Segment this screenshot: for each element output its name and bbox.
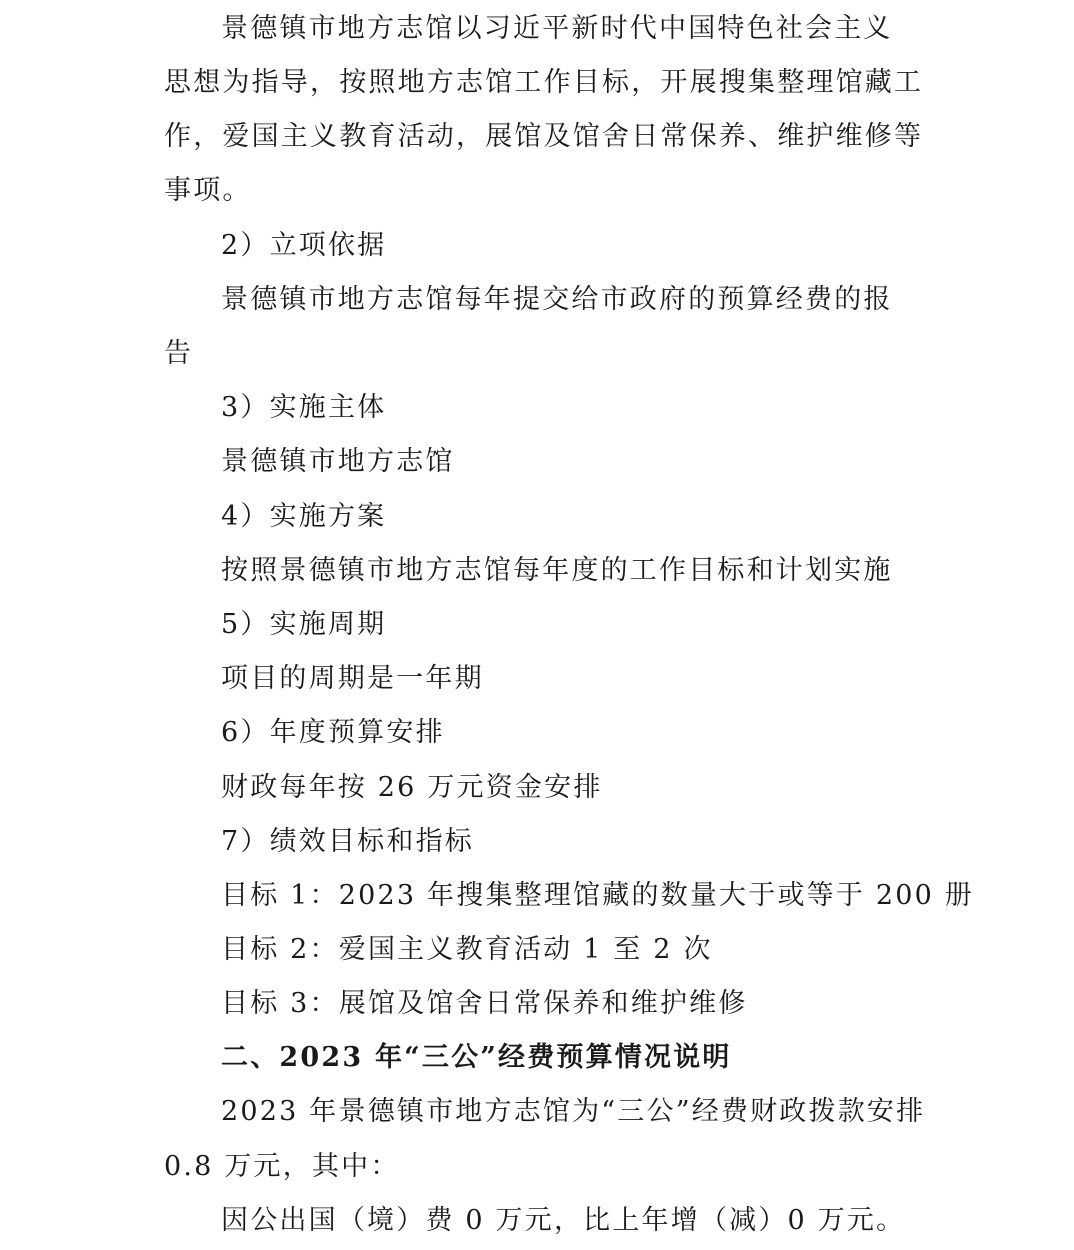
paragraph-line: 0.8 万元，其中： [164,1151,400,1182]
section-heading: 7）绩效目标和指标 [221,826,474,857]
section-heading: 6）年度预算安排 [221,717,445,748]
target-item: 目标 2：爱国主义教育活动 1 至 2 次 [221,934,713,965]
paragraph-line: 财政每年按 26 万元资金安排 [221,772,603,803]
section-heading: 5）实施周期 [221,609,387,640]
section-heading: 3）实施主体 [221,392,387,423]
section-heading: 2）立项依据 [221,230,387,261]
paragraph-line: 作，爱国主义教育活动，展馆及馆舍日常保养、维护维修等 [164,121,924,152]
paragraph-line: 事项。 [164,175,252,206]
target-item: 目标 3：展馆及馆舍日常保养和维护维修 [221,988,748,1019]
paragraph-line: 项目的周期是一年期 [221,663,484,694]
paragraph-line: 因公出国（境）费 0 万元，比上年增（减）0 万元。 [221,1205,906,1236]
target-item: 目标 1：2023 年搜集整理馆藏的数量大于或等于 200 册 [221,880,974,911]
paragraph-line: 思想为指导，按照地方志馆工作目标，开展搜集整理馆藏工 [164,67,924,98]
paragraph-line: 2023 年景德镇市地方志馆为“三公”经费财政拨款安排 [221,1096,926,1127]
paragraph-line: 按照景德镇市地方志馆每年度的工作目标和计划实施 [221,555,893,586]
paragraph-line: 景德镇市地方志馆 [221,446,455,477]
paragraph-line: 景德镇市地方志馆以习近平新时代中国特色社会主义 [221,13,893,44]
paragraph-line: 景德镇市地方志馆每年提交给市政府的预算经费的报 [221,284,893,315]
section-heading: 4）实施方案 [221,501,387,532]
paragraph-line: 告 [164,338,194,369]
chapter-heading: 二、2023 年“三公”经费预算情况说明 [221,1042,732,1073]
